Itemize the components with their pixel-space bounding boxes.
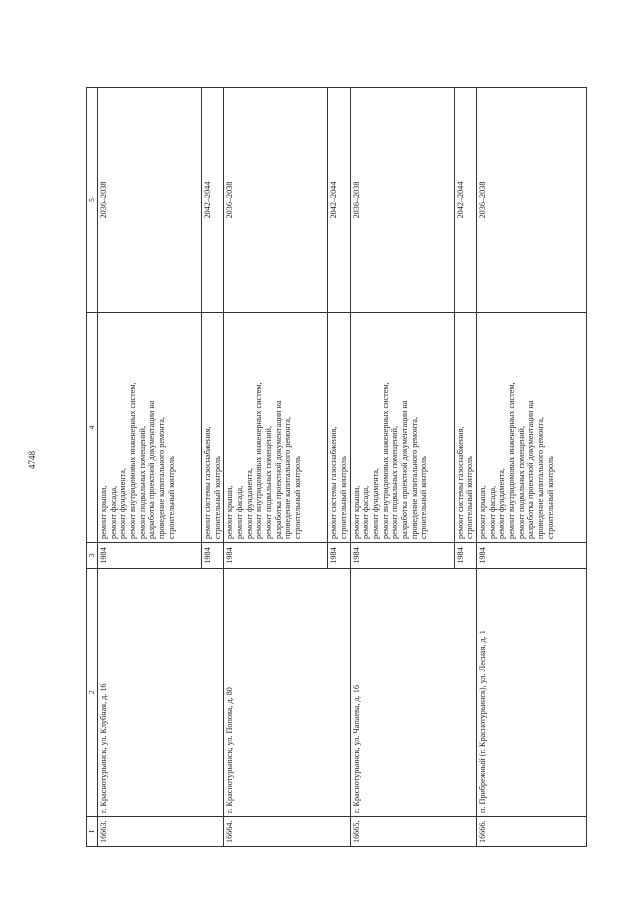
- work-item: проведение капитального ремонта,: [409, 416, 419, 539]
- year-cell: 1984: [202, 543, 224, 569]
- works-cell: [454, 313, 476, 543]
- work-item: строительный контроль: [212, 456, 222, 539]
- period-cell: 2036–2038: [224, 88, 328, 313]
- work-item: ремонт крыши,: [225, 485, 235, 539]
- work-item: ремонт подвальных помещений,: [137, 426, 147, 539]
- work-item: ремонт системы газоснабжения,: [329, 426, 339, 539]
- address-cell: г. Краснотурьинск, ул. Чапаева, д. 16: [350, 569, 476, 817]
- year-cell: 1984: [98, 543, 202, 569]
- work-item: разработка проектной документации на: [147, 400, 157, 539]
- work-item: разработка проектной документации на: [273, 400, 283, 539]
- work-item: проведение капитального ремонта,: [283, 416, 293, 539]
- table-row: [98, 88, 202, 847]
- works-cell: [350, 313, 454, 543]
- table-row: [224, 88, 328, 847]
- work-item: разработка проектной документации на: [526, 400, 536, 539]
- work-item: проведение капитального ремонта,: [536, 416, 546, 539]
- work-item: строительный контроль: [465, 456, 475, 539]
- year-cell: 1984: [350, 543, 454, 569]
- work-item: строительный контроль: [339, 456, 349, 539]
- page-number: 4748: [27, 451, 37, 469]
- address-cell: г. Краснотурьинск, ул. Клубная, д. 16: [98, 569, 224, 817]
- year-cell: 1984: [454, 543, 476, 569]
- work-item: проведение капитального ремонта,: [157, 416, 167, 539]
- work-item: строительный контроль: [166, 456, 176, 539]
- period-cell: 2042–2044: [328, 88, 350, 313]
- work-item: строительный контроль: [293, 456, 303, 539]
- work-item: ремонт фундамента,: [244, 468, 254, 539]
- work-item: ремонт системы газоснабжения,: [203, 426, 212, 539]
- period-cell: 2042–2044: [202, 88, 224, 313]
- row-number: 16666.: [477, 817, 587, 847]
- table-row: [350, 88, 454, 847]
- year-cell: 1984: [328, 543, 350, 569]
- work-item: ремонт фасада,: [108, 485, 118, 539]
- work-item: ремонт фундамента,: [497, 468, 507, 539]
- works-cell: [477, 313, 587, 543]
- work-item: ремонт подвальных помещений,: [264, 426, 274, 539]
- work-item: ремонт фасада,: [235, 485, 245, 539]
- header-col-4: 4: [87, 313, 98, 543]
- header-col-1: 1: [87, 817, 98, 847]
- work-item: ремонт подвальных помещений,: [516, 426, 526, 539]
- works-cell: [224, 313, 328, 543]
- row-number: 16663.: [98, 817, 224, 847]
- work-item: строительный контроль: [419, 456, 429, 539]
- address-cell: п. Прибрежный (г. Краснотурьинск), ул. Лесная, д. 1: [477, 569, 587, 817]
- work-item: ремонт крыши,: [478, 485, 488, 539]
- header-col-2: 2: [87, 569, 98, 817]
- address-cell: г. Краснотурьинск, ул. Попова, д. 80: [224, 569, 350, 817]
- work-item: ремонт фасада,: [487, 485, 497, 539]
- year-cell: 1984: [224, 543, 328, 569]
- works-cell: [328, 313, 350, 543]
- work-item: строительный контроль: [545, 456, 555, 539]
- work-item: ремонт системы газоснабжения,: [455, 426, 465, 539]
- work-item: ремонт крыши,: [351, 485, 361, 539]
- period-cell: 2042–2044: [454, 88, 476, 313]
- work-item: ремонт подвальных помещений,: [390, 426, 400, 539]
- work-item: ремонт фундамента,: [371, 468, 381, 539]
- period-cell: 2036–2038: [350, 88, 454, 313]
- work-item: разработка проектной документации на: [400, 400, 410, 539]
- row-number: 16664.: [224, 817, 350, 847]
- work-item: ремонт внутридомовых инженерных систем,: [380, 382, 390, 539]
- period-cell: 2036–2038: [477, 88, 587, 313]
- works-cell: [98, 313, 202, 543]
- row-number: 16665.: [350, 817, 476, 847]
- works-cell: [202, 313, 224, 543]
- work-item: ремонт крыши,: [99, 485, 108, 539]
- header-col-3: 3: [87, 543, 98, 569]
- header-col-5: 5: [87, 88, 98, 313]
- table-row: [477, 88, 587, 847]
- work-item: ремонт внутридомовых инженерных систем,: [254, 382, 264, 539]
- header-row: [87, 88, 98, 847]
- work-item: ремонт фундамента,: [118, 468, 128, 539]
- work-item: ремонт внутридомовых инженерных систем,: [507, 382, 517, 539]
- repair-schedule-table: [86, 87, 587, 847]
- work-item: ремонт внутридомовых инженерных систем,: [128, 382, 138, 539]
- year-cell: 1984: [477, 543, 587, 569]
- rotated-table-container: [86, 87, 578, 847]
- work-item: ремонт фасада,: [361, 485, 371, 539]
- period-cell: 2036–2038: [98, 88, 202, 313]
